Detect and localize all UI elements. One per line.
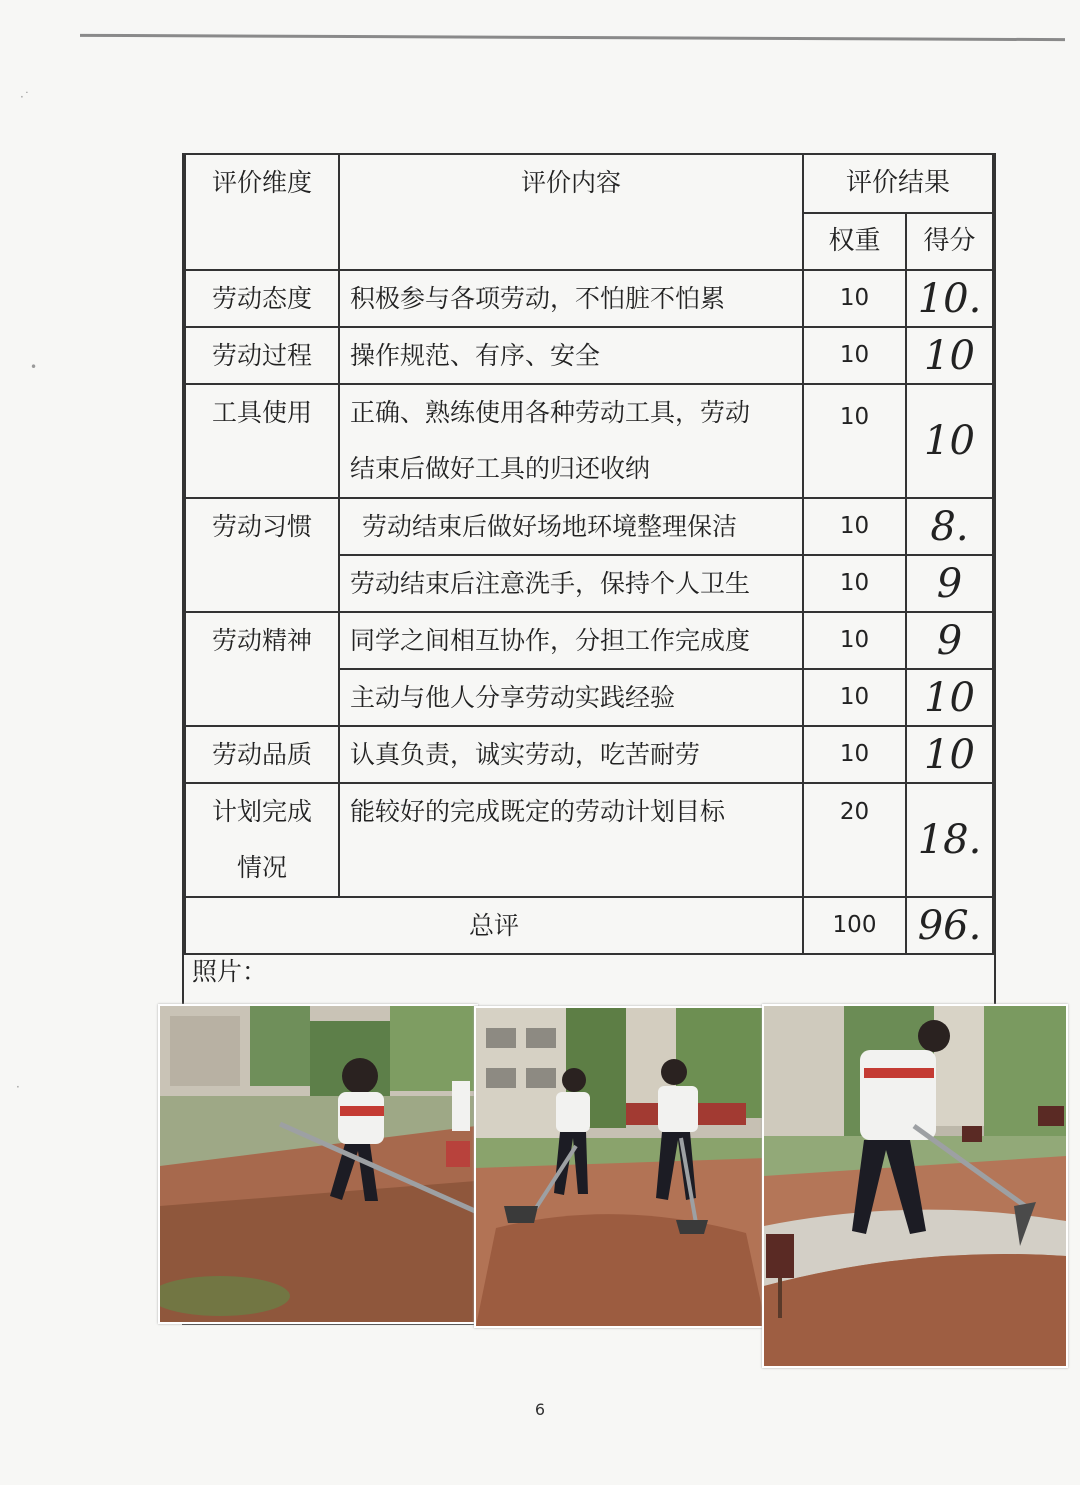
page-top-line bbox=[80, 34, 1065, 41]
content-cell: 主动与他人分享劳动实践经验 bbox=[339, 669, 803, 726]
table-row bbox=[185, 612, 993, 669]
photo-3-image bbox=[764, 1006, 1066, 1366]
weight-cell: 20 bbox=[803, 783, 906, 897]
dimension-cell: 劳动习惯 bbox=[185, 498, 339, 612]
score-cell: 10 bbox=[906, 384, 993, 498]
content-cell: 同学之间相互协作，分担工作完成度 bbox=[339, 612, 803, 669]
total-weight: 100 bbox=[803, 897, 906, 954]
dimension-cell: 劳动态度 bbox=[185, 270, 339, 327]
header-dimension: 评价维度 bbox=[185, 154, 339, 270]
photos-label: 照片： bbox=[192, 957, 268, 986]
evaluation-table bbox=[184, 153, 994, 955]
table-row bbox=[185, 726, 993, 783]
table-row bbox=[185, 498, 993, 555]
dimension-line: 情况 bbox=[236, 853, 287, 882]
scan-speck: · bbox=[16, 1080, 20, 1094]
total-label: 总评 bbox=[185, 897, 803, 954]
photo-student-hoeing-1 bbox=[158, 1004, 478, 1324]
score-cell: 9 bbox=[906, 612, 993, 669]
photo-students-hoeing-2 bbox=[474, 1006, 768, 1328]
weight-cell: 10 bbox=[803, 270, 906, 327]
photo-1-image bbox=[160, 1006, 476, 1322]
content-cell: 劳动结束后做好场地环境整理保洁 bbox=[339, 498, 803, 555]
photo-student-hoeing-3 bbox=[762, 1004, 1068, 1368]
score-cell: 9 bbox=[906, 555, 993, 612]
weight-cell: 10 bbox=[803, 612, 906, 669]
scan-speck: ·˙ bbox=[20, 90, 30, 104]
score-cell: 8. bbox=[906, 498, 993, 555]
table-row bbox=[185, 327, 993, 384]
weight-cell: 10 bbox=[803, 384, 906, 498]
dimension-line: 计划完成 bbox=[211, 797, 312, 826]
header-content: 评价内容 bbox=[339, 154, 803, 270]
table-row bbox=[185, 384, 993, 498]
content-line: 结束后做好工具的归还收纳 bbox=[350, 454, 651, 483]
header-score: 得分 bbox=[906, 213, 993, 270]
content-cell: 操作规范、有序、安全 bbox=[339, 327, 803, 384]
page-number: 6 bbox=[534, 1400, 546, 1419]
total-row bbox=[185, 897, 993, 954]
table-row bbox=[185, 783, 993, 897]
content-cell: 劳动结束后注意洗手，保持个人卫生 bbox=[339, 555, 803, 612]
content-cell bbox=[339, 384, 803, 498]
scan-speck: • bbox=[30, 360, 38, 374]
weight-cell: 10 bbox=[803, 555, 906, 612]
weight-cell: 10 bbox=[803, 669, 906, 726]
score-cell: 10 bbox=[906, 669, 993, 726]
score-cell: 10 bbox=[906, 726, 993, 783]
header-weight: 权重 bbox=[803, 213, 906, 270]
dimension-cell: 劳动品质 bbox=[185, 726, 339, 783]
header-result: 评价结果 bbox=[803, 154, 993, 213]
content-cell: 积极参与各项劳动，不怕脏不怕累 bbox=[339, 270, 803, 327]
content-cell: 能较好的完成既定的劳动计划目标 bbox=[339, 783, 803, 897]
total-score: 96. bbox=[906, 897, 993, 954]
dimension-cell: 劳动精神 bbox=[185, 612, 339, 726]
photo-2-image bbox=[476, 1008, 766, 1326]
weight-cell: 10 bbox=[803, 327, 906, 384]
dimension-cell bbox=[185, 783, 339, 897]
dimension-cell: 工具使用 bbox=[185, 384, 339, 498]
weight-cell: 10 bbox=[803, 726, 906, 783]
weight-cell: 10 bbox=[803, 498, 906, 555]
table-row bbox=[185, 270, 993, 327]
content-cell: 认真负责，诚实劳动，吃苦耐劳 bbox=[339, 726, 803, 783]
score-cell: 10 bbox=[906, 327, 993, 384]
dimension-cell: 劳动过程 bbox=[185, 327, 339, 384]
score-cell: 10. bbox=[906, 270, 993, 327]
content-line: 正确、熟练使用各种劳动工具，劳动 bbox=[350, 398, 751, 427]
score-cell: 18. bbox=[906, 783, 993, 897]
